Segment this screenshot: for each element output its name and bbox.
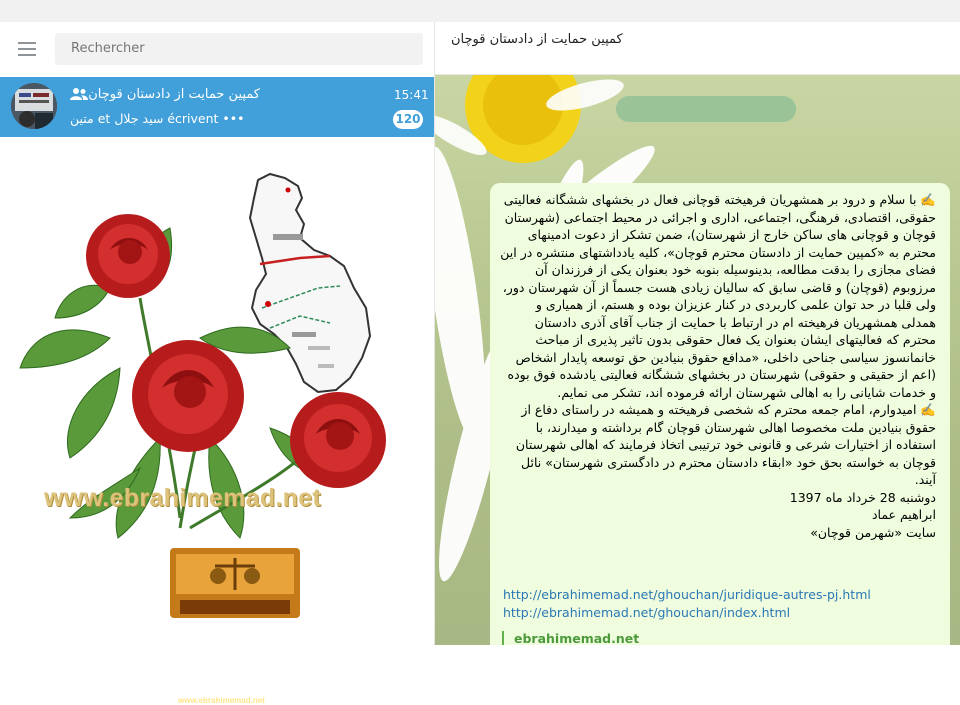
unread-badge: 120	[393, 110, 423, 129]
chat-list-panel	[0, 22, 435, 705]
message-bubble[interactable]	[490, 183, 950, 645]
website-watermark: www.ebrahimemad.net	[44, 484, 322, 512]
title-bar	[0, 0, 960, 23]
wallpaper-artwork	[0, 138, 434, 705]
message-paragraph-1: ✍️ با سلام و درود بر همشهریان فرهیخته قوچانی فعال در بخشهای ششگانه فعالیتی حقوقی، اقتصادی، فرهنگی، اجتماعی، اداری و اجرائی در محیط اجتماعی (شهرستان قوچان و قوچانی های ساکن خارج از شهرستان)، ضمن تشکر از دعوت ادمینهای محترم به «کمپین حمایت از دادستان محترم قوچان»، کلیه یادداشتهای منتشره در این فضای مجازی را بدقت مطالعه، بدینوسیله بنوبه خود بعنوان یکی از فرزندان آن مرزوبوم (قوچان) و قاضی سابق که سالیان زیادی هست جسماً از آن شهرستان دور، ولی قلبا در حد توان علمی کاربردی در کنار عزیزان بوده و هستم، از همیاری و همدلی همشهریان فرهیخته ام در ارتباط با حمایت از جناب آقای آذری دادستان محترم که فعالیتهای ایشان بعنوان یک فعال حقوقی بدون تاثیر پذیری از مباحث خانمانسوز سیاسی جناحی داخلی، «مدافع حقوق بنیادین حق توسعه پایدار اشخاص (اعم از حقیقی و حقوقی) شهرستان در بخشهای ششگانه فعالیتی یادشده فوق بوده و خدمات شایانی را به اهالی شهرستان ارائه فرموده اند، تشکر می نمایم.	[500, 192, 936, 400]
preview-site-name: ebrahimemad.net	[514, 631, 640, 645]
conversation-title: کمپین حمایت از دادستان قوچان	[451, 32, 623, 47]
chat-typing-preview: متین et سید جلال écrivent •••	[70, 111, 245, 126]
roses-map-illustration	[0, 138, 434, 645]
link-preview[interactable]	[502, 631, 942, 645]
hamburger-menu-icon[interactable]	[16, 40, 38, 58]
conversation-panel	[435, 22, 960, 645]
message-paragraph-2: ✍️ امیدوارم، امام جمعه محترم که شخصی فرهیخته و همیشه در راستای دفاع از حقوق بنیادین ملت مخصوصا اهالی شهرستان قوچان گام برداشته و میدارند، با استفاده از اختیارات شرعی و قانونی خود ترتیبی اتخاذ فرمایند که اهالی شهرستان قوچان به خواسته بحق خود «ابقاء دادستان محترم در دادگستری شهرستان» نائل آیند.	[515, 402, 936, 487]
search-box[interactable]	[55, 33, 423, 65]
conversation-header[interactable]	[435, 22, 960, 75]
chat-list-item[interactable]	[0, 77, 434, 137]
link-juridique[interactable]: http://ebrahimemad.net/ghouchan/juridique-autres-pj.html	[503, 587, 871, 602]
service-message-pill	[616, 96, 796, 122]
message-site: سایت «شهرمن قوچان»	[810, 524, 936, 540]
message-date: دوشنبه 28 خرداد ماه 1397	[789, 489, 936, 505]
chat-title: کمپین حمایت از دادستان قوچان	[88, 87, 260, 102]
link-index[interactable]: http://ebrahimemad.net/ghouchan/index.html	[503, 605, 791, 620]
message-links	[503, 586, 871, 622]
chat-background	[435, 75, 960, 645]
search-input[interactable]	[69, 33, 413, 65]
search-row	[0, 22, 434, 76]
chat-time: 15:41	[394, 88, 429, 102]
message-text	[498, 191, 936, 541]
chat-avatar	[11, 83, 57, 129]
message-signature: ابراهیم عماد	[871, 507, 936, 522]
logo-caption: www.ebrahimemad.net	[178, 696, 265, 705]
group-icon	[70, 87, 88, 101]
